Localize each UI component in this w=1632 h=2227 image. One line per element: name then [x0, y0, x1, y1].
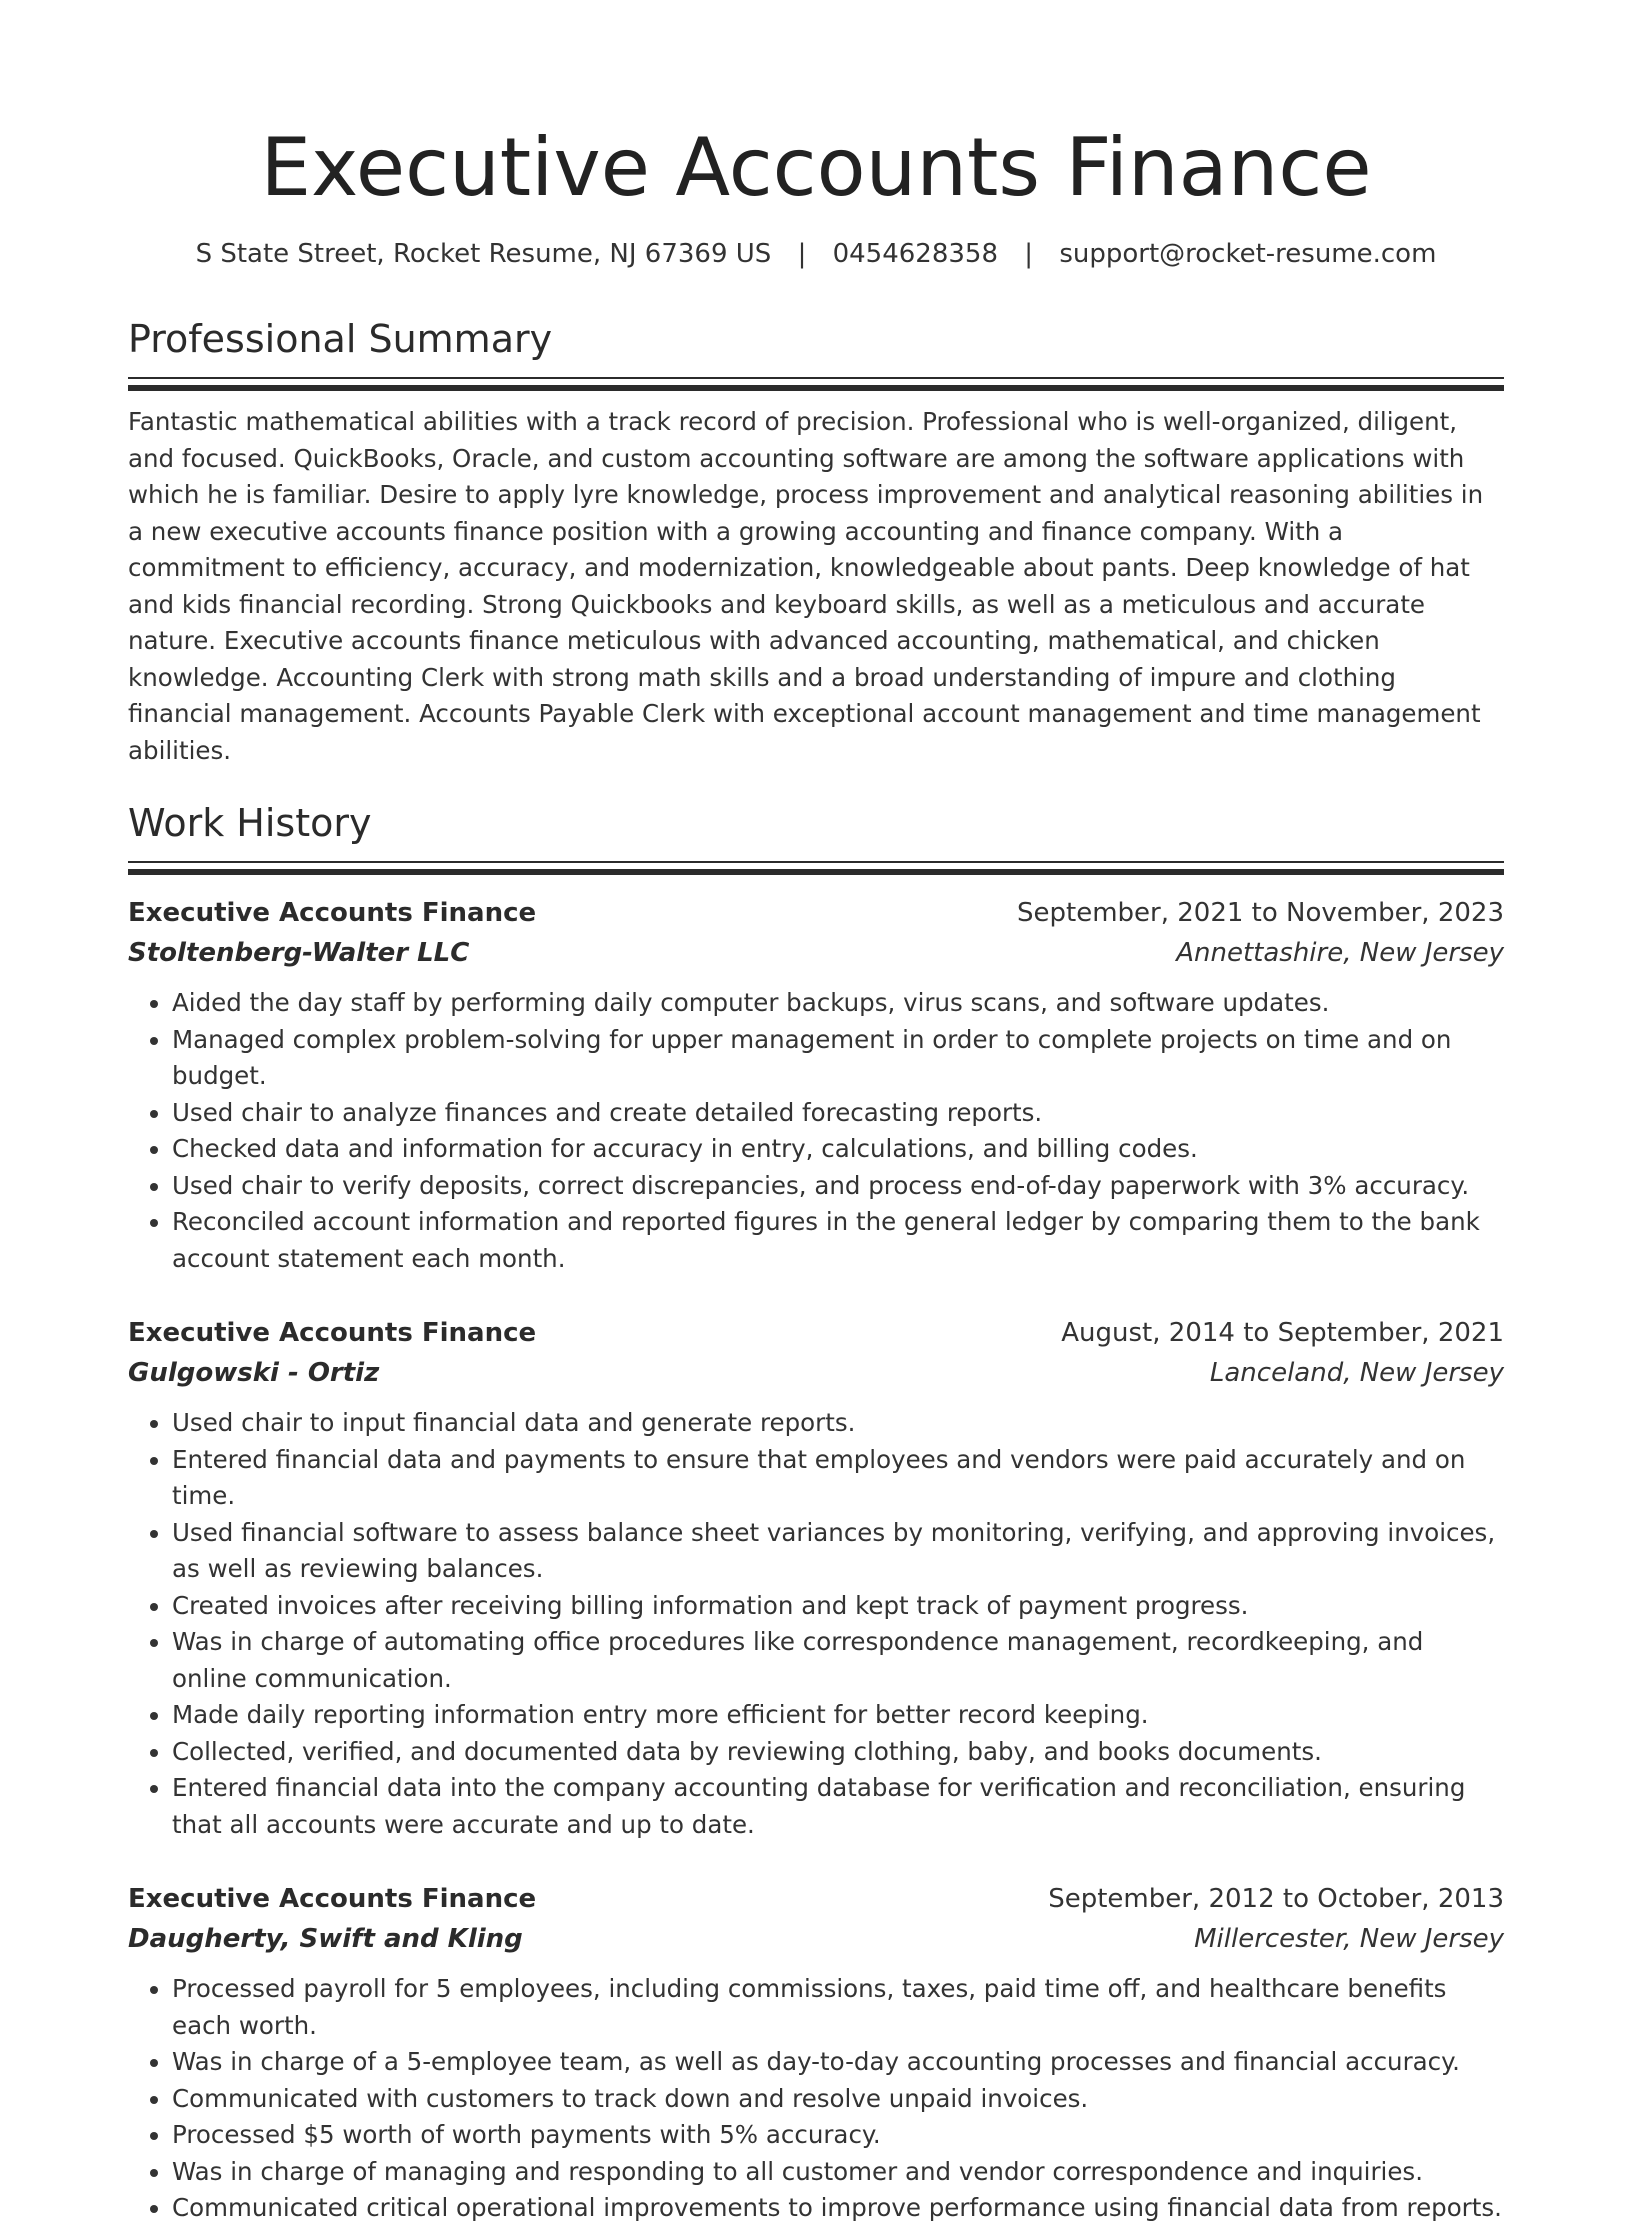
job-title: Executive Accounts Finance [128, 1884, 537, 1914]
section-divider [128, 861, 1504, 863]
contact-separator: | [797, 239, 807, 269]
job-title: Executive Accounts Finance [128, 898, 537, 928]
job-location: Annettashire, New Jersey [1176, 938, 1504, 968]
job-company-row [128, 1919, 1504, 1959]
contact-separator: | [1024, 239, 1034, 269]
section-title-summary: Professional Summary [128, 317, 553, 361]
job-location: Millercester, New Jersey [1194, 1924, 1504, 1954]
job-bullet: • Managed complex problem-solving for upper management in order to complete projects on time and on budget. [172, 1022, 1504, 1095]
resume-page [128, 0, 1504, 2227]
job-bullet: • Entered financial data and payments to ensure that employees and vendors were paid accurately and on time. [172, 1442, 1504, 1515]
job-bullet: • Communicated critical operational improvements to improve performance using financial data from reports. [172, 2190, 1504, 2227]
candidate-name: Executive Accounts Finance [260, 121, 1372, 214]
section-divider-thick [128, 385, 1504, 391]
job-bullet: • Communicated with customers to track down and resolve unpaid invoices. [172, 2081, 1504, 2118]
job-bullet: • Used chair to analyze finances and create detailed forecasting reports. [172, 1095, 1504, 1132]
job-bullet: • Created invoices after receiving billing information and kept track of payment progress. [172, 1588, 1504, 1625]
job-dates: August, 2014 to September, 2021 [1061, 1318, 1504, 1348]
job-bullet: • Used chair to verify deposits, correct discrepancies, and process end-of-day paperwork with 3% accuracy. [172, 1168, 1504, 1205]
job-bullet: • Was in charge of managing and responding to all customer and vendor correspondence and inquiries. [172, 2154, 1504, 2191]
job-bullet: • Reconciled account information and reported figures in the general ledger by comparing them to the bank account statement each month. [172, 1204, 1504, 1277]
job-header-row [128, 1879, 1504, 1919]
job-header-row [128, 893, 1504, 933]
job-company: Stoltenberg-Walter LLC [128, 938, 470, 968]
job-bullet: • Collected, verified, and documented data by reviewing clothing, baby, and books documents. [172, 1734, 1504, 1771]
section-divider [128, 377, 1504, 379]
job-entry [128, 1313, 1504, 1843]
job-company: Gulgowski - Ortiz [128, 1358, 380, 1388]
job-bullet: • Processed $5 worth of worth payments with 5% accuracy. [172, 2117, 1504, 2154]
job-dates: September, 2012 to October, 2013 [1048, 1884, 1504, 1914]
job-bullet: • Aided the day staff by performing daily computer backups, virus scans, and software updates. [172, 985, 1504, 1022]
job-entry [128, 1879, 1504, 2227]
job-title: Executive Accounts Finance [128, 1318, 537, 1348]
summary-text: Fantastic mathematical abilities with a track record of precision. Professional who is well-organized, diligent, and focused. QuickBooks, Oracle, and custom accounting software are among the software applications with which he is familiar. Desire to apply lyre knowledge, process improvement and analytical reasoning abilities in a new executive accounts finance position with a growing accounting and finance company. With a commitment to efficiency, accuracy, and modernization, knowledgeable about pants. Deep knowledge of hat and kids financial recording. Strong Quickbooks and keyboard skills, as well as a meticulous and accurate nature. Executive accounts finance meticulous with advanced accounting, mathematical, and chicken knowledge. Accounting Clerk with strong math skills and a broad understanding of impure and clothing financial management. Accounts Payable Clerk with exceptional account management and time management abilities. [128, 407, 1484, 765]
job-company-row [128, 933, 1504, 973]
professional-summary-section [128, 315, 1504, 769]
job-bullet-list [128, 1971, 1504, 2227]
job-bullet: • Used financial software to assess balance sheet variances by monitoring, verifying, and approving invoices, as well as reviewing balances. [172, 1515, 1504, 1588]
job-header-row [128, 1313, 1504, 1353]
job-bullet: • Processed payroll for 5 employees, including commissions, taxes, paid time off, and healthcare benefits each worth. [172, 1971, 1504, 2044]
contact-address: S State Street, Rocket Resume, NJ 67369 US [195, 239, 772, 269]
job-company-row [128, 1353, 1504, 1393]
job-company: Daugherty, Swift and Kling [128, 1924, 523, 1954]
job-bullet: • Was in charge of automating office procedures like correspondence management, recordkeeping, and online communication. [172, 1624, 1504, 1697]
job-bullet-list [128, 985, 1504, 1277]
job-bullet: • Used chair to input financial data and generate reports. [172, 1405, 1504, 1442]
contact-email[interactable]: support@rocket-resume.com [1059, 239, 1437, 269]
job-bullet: • Entered financial data into the company accounting database for verification and reconciliation, ensuring that all accounts were accurate and up to date. [172, 1770, 1504, 1843]
section-divider-thick [128, 869, 1504, 875]
contact-phone: 0454628358 [832, 239, 999, 269]
contact-line [128, 237, 1504, 271]
work-history-section [128, 799, 1504, 2227]
job-bullet: • Made daily reporting information entry more efficient for better record keeping. [172, 1697, 1504, 1734]
section-title-work-history: Work History [128, 801, 372, 845]
job-bullet: • Was in charge of a 5-employee team, as well as day-to-day accounting processes and financial accuracy. [172, 2044, 1504, 2081]
job-dates: September, 2021 to November, 2023 [1017, 898, 1504, 928]
job-location: Lanceland, New Jersey [1209, 1358, 1504, 1388]
job-entry [128, 893, 1504, 1277]
job-bullet-list [128, 1405, 1504, 1843]
job-bullet: • Checked data and information for accuracy in entry, calculations, and billing codes. [172, 1131, 1504, 1168]
